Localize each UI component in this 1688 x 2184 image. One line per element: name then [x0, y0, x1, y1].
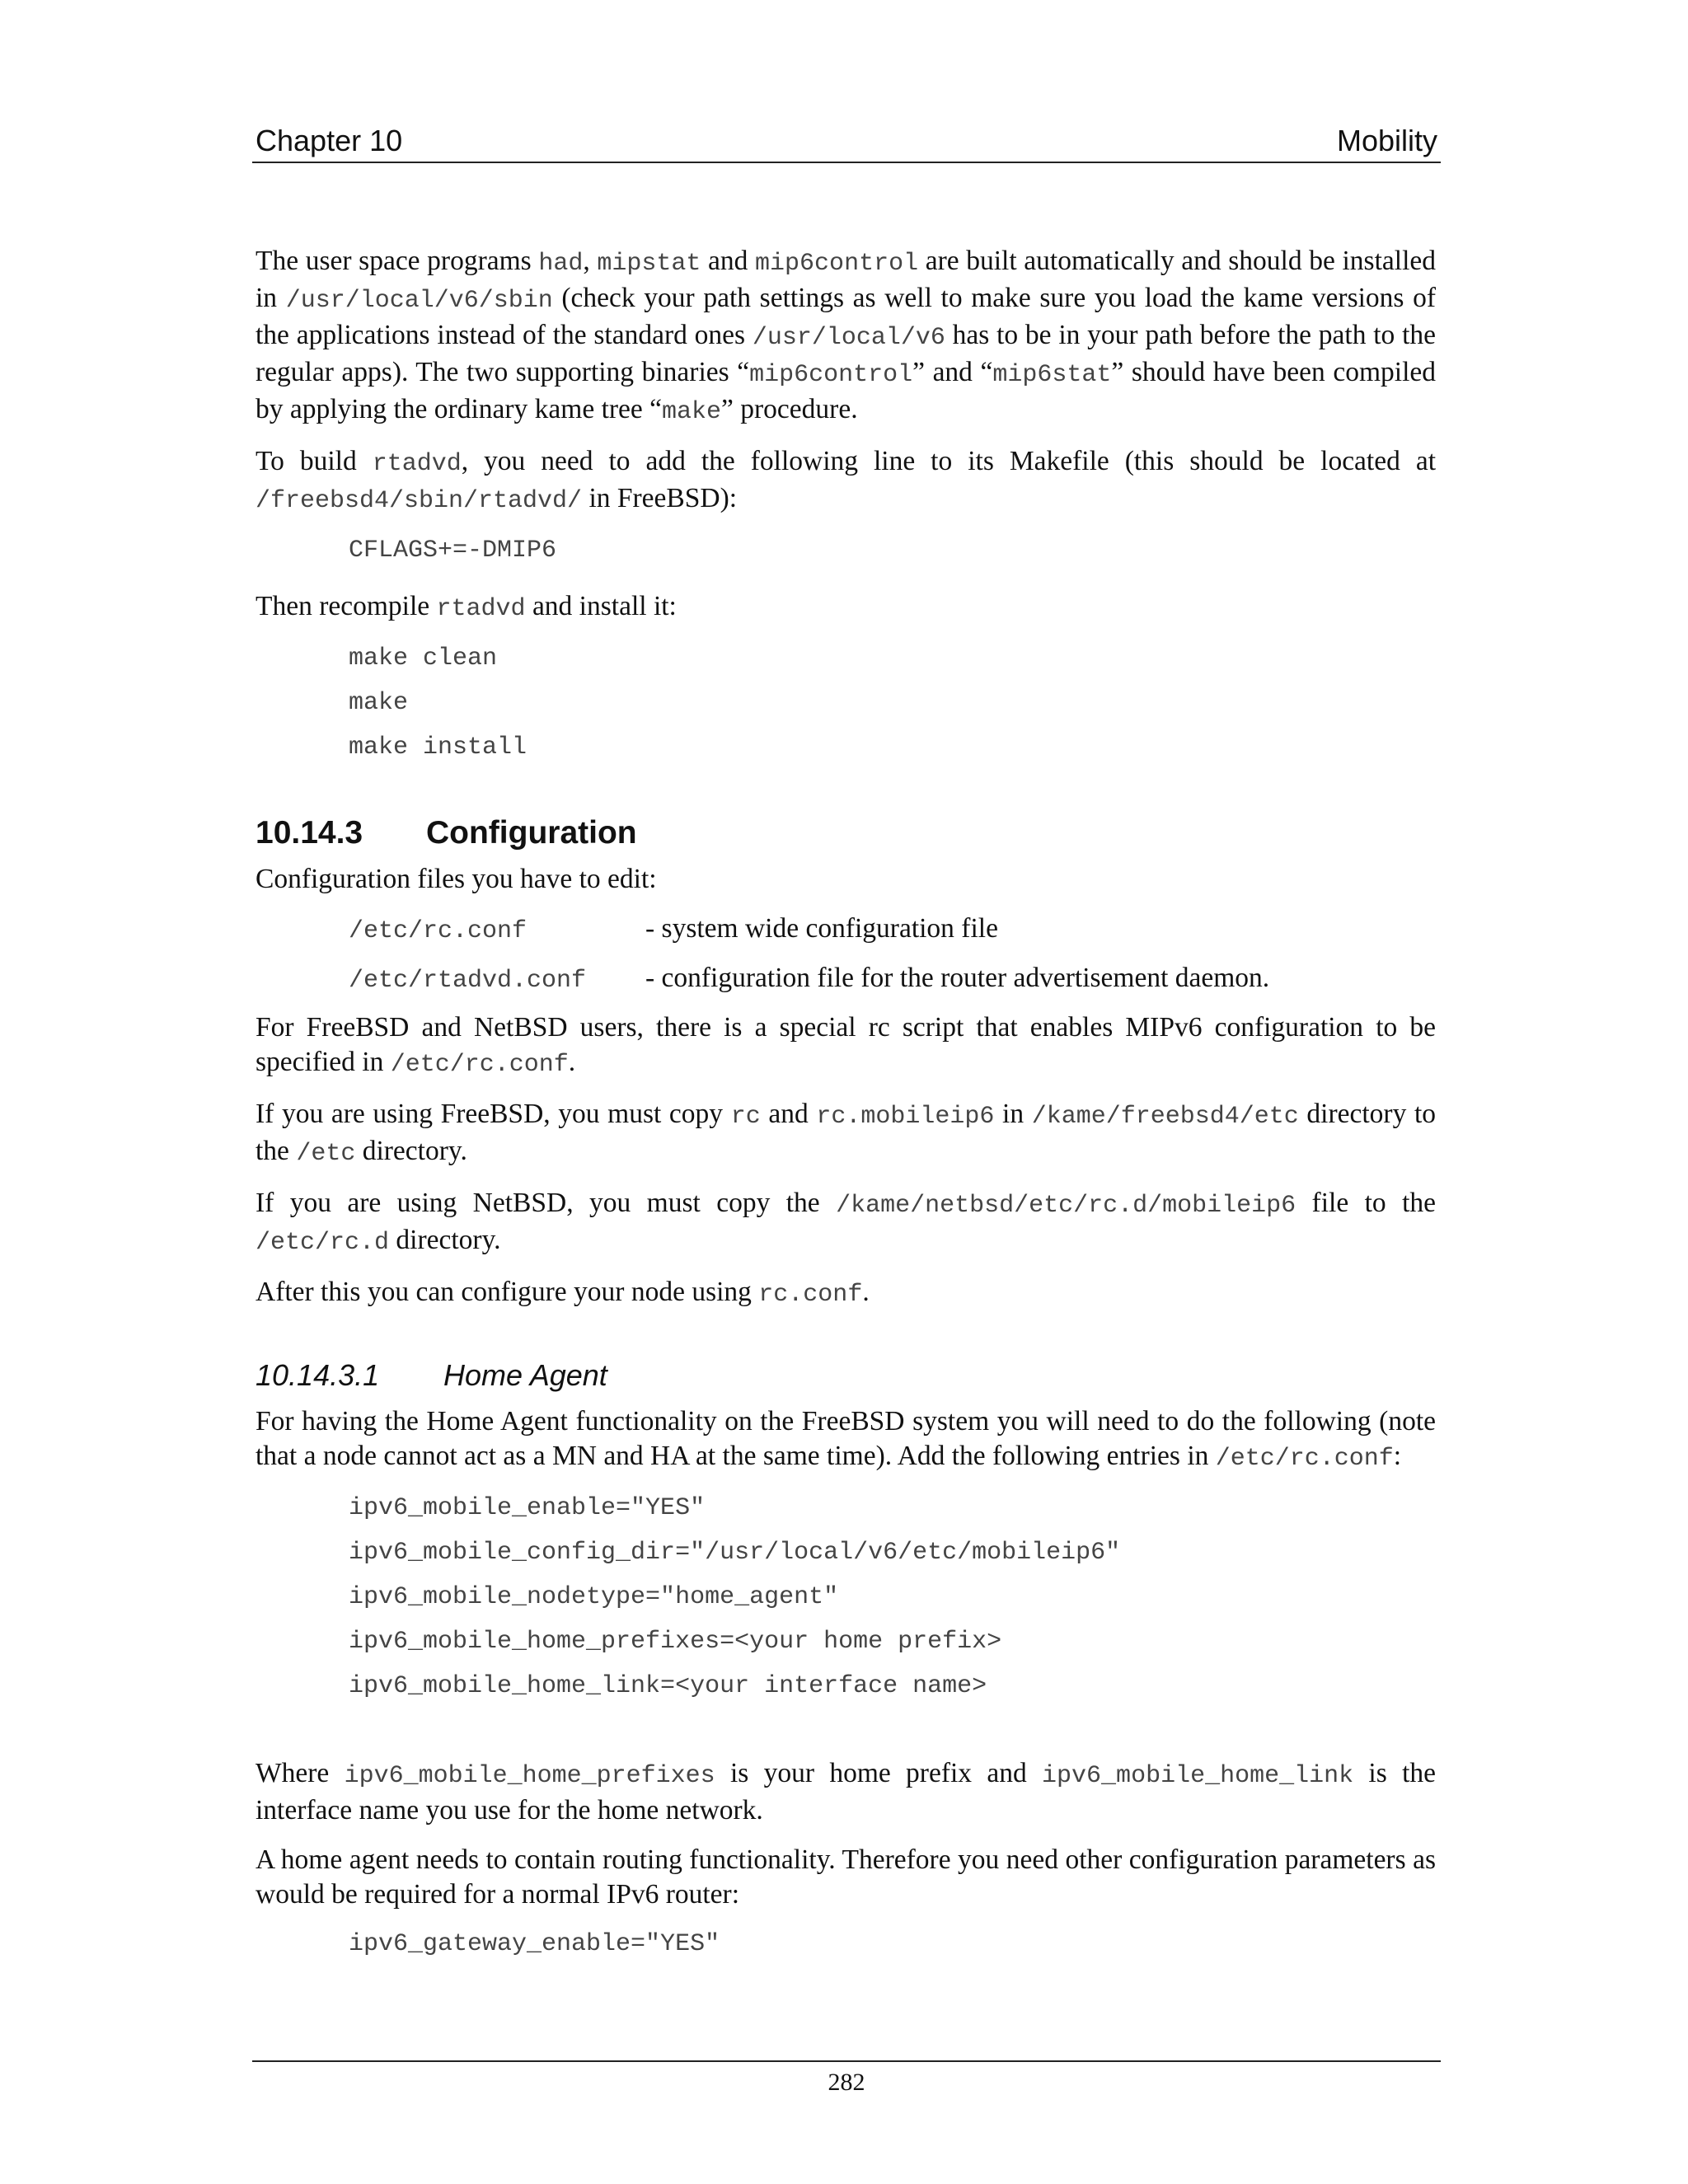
paragraph-freebsd-copy	[256, 1097, 1436, 1171]
inline-code: rtadvd	[436, 595, 526, 623]
inline-code: /kame/freebsd4/etc	[1031, 1103, 1299, 1131]
text: If you are using NetBSD, you must copy the	[256, 1188, 837, 1218]
file-description: - system wide configuration file	[645, 913, 998, 944]
spacer	[256, 1713, 1436, 1756]
inline-code: rc.conf	[758, 1281, 863, 1309]
paragraph-config-files: Configuration files you have to edit:	[256, 864, 657, 894]
code-line: make	[349, 689, 409, 717]
inline-code: rc	[730, 1103, 761, 1131]
paragraph-where	[256, 1756, 1436, 1828]
inline-code: make	[662, 398, 722, 426]
paragraph-user-space-programs	[256, 244, 1436, 429]
text: has to be in your path before the path to the regular apps). The two supporting binaries “	[256, 320, 1437, 387]
section-heading	[256, 813, 1436, 854]
text: file to the	[1296, 1188, 1436, 1218]
inline-code: /usr/local/v6/sbin	[285, 287, 553, 315]
page-header	[252, 124, 1441, 163]
inline-code: mipstat	[597, 250, 701, 278]
text: For FreeBSD and NetBSD users, there is a special rc script that enables MIPv6 configuration to be specified in	[256, 1012, 1436, 1077]
text: , you need to add the following line to its Makefile (this should be located at	[461, 446, 1436, 476]
text: .	[862, 1277, 870, 1307]
inline-code: rtadvd	[372, 450, 462, 478]
paragraph-netbsd-copy	[256, 1186, 1436, 1260]
code-block-make	[256, 641, 1436, 775]
text: .	[568, 1047, 576, 1077]
inline-code: had	[538, 250, 584, 278]
inline-code: ipv6_mobile_home_link	[1042, 1762, 1354, 1790]
config-file-list	[256, 912, 1436, 1010]
chapter-title: Mobility	[1336, 124, 1437, 157]
text: in	[994, 1099, 1032, 1129]
code-line: ipv6_mobile_nodetype="home_agent"	[349, 1583, 839, 1611]
text: The user space programs	[256, 246, 539, 276]
text: is your home prefix and	[715, 1758, 1043, 1788]
subsection-number: 10.14.3.1	[256, 1358, 380, 1392]
text: ” should have been compiled by applying the ordinary kame tree “	[256, 357, 1436, 424]
text: directory.	[389, 1225, 501, 1255]
text: in FreeBSD):	[582, 483, 738, 513]
paragraph-configure-node	[256, 1275, 1436, 1312]
text: :	[1393, 1441, 1402, 1471]
inline-code: mip6stat	[992, 361, 1112, 389]
section-title: Configuration	[426, 815, 637, 851]
inline-code: rc.mobileip6	[816, 1103, 995, 1131]
subsection-heading	[256, 1357, 1436, 1394]
code-line-cflags: CFLAGS+=-DMIP6	[349, 537, 557, 565]
inline-code: /etc	[296, 1140, 356, 1168]
page-footer	[252, 2060, 1441, 2097]
text: and install it:	[525, 591, 677, 621]
paragraph-build-rtadvd	[256, 444, 1436, 518]
text: (check your path settings as well to make sure you load the kame versions of the applications instead of the standard ones	[256, 283, 1436, 350]
inline-code: /etc/rc.conf	[1215, 1445, 1394, 1473]
text: directory.	[355, 1136, 467, 1166]
inline-code: mip6control	[749, 361, 913, 389]
inline-code: /kame/netbsd/etc/rc.d/mobileip6	[836, 1192, 1296, 1220]
text: Where	[256, 1758, 345, 1788]
text: directory to the	[256, 1099, 1437, 1166]
code-line: ipv6_mobile_config_dir="/usr/local/v6/etc/mobileip6"	[349, 1539, 1121, 1567]
config-file-row	[349, 912, 1436, 961]
code-block-rc-conf	[256, 1491, 1436, 1713]
code-line: ipv6_mobile_home_link=<your interface name>	[349, 1672, 987, 1700]
file-description: - configuration file for the router advertisement daemon.	[645, 963, 1270, 993]
code-line: ipv6_mobile_enable="YES"	[349, 1494, 706, 1522]
page-number: 282	[828, 2069, 865, 2096]
chapter-label: Chapter 10	[256, 124, 403, 157]
text: is the interface name you use for the home network.	[256, 1758, 1436, 1825]
text: After this you can configure your node using	[256, 1277, 759, 1307]
paragraph-home-agent	[256, 1404, 1436, 1476]
text: If you are using FreeBSD, you must copy	[256, 1099, 731, 1129]
text: and	[701, 246, 756, 276]
code-line: make clean	[349, 644, 498, 673]
section-number: 10.14.3	[256, 815, 363, 851]
text: ,	[583, 246, 598, 276]
text: ” procedure.	[721, 394, 858, 424]
text: Then recompile	[256, 591, 437, 621]
paragraph-routing: A home agent needs to contain routing functionality. Therefore you need other configuration parameters as would be required for a normal IPv6 router:	[256, 1844, 1436, 1910]
config-file-row	[349, 961, 1436, 1010]
subsection-title: Home Agent	[443, 1358, 607, 1392]
code-line-gateway: ipv6_gateway_enable="YES"	[349, 1930, 720, 1958]
text: To build	[256, 446, 373, 476]
page-content	[256, 244, 1436, 1971]
code-line: ipv6_mobile_home_prefixes=<your home prefix>	[349, 1628, 1002, 1656]
file-name: /etc/rc.conf	[349, 917, 528, 945]
inline-code: /freebsd4/sbin/rtadvd/	[256, 487, 583, 515]
code-line: make install	[349, 733, 528, 762]
paragraph-recompile	[256, 589, 1436, 626]
inline-code: /etc/rc.d	[256, 1229, 390, 1257]
inline-code: ipv6_mobile_home_prefixes	[344, 1762, 715, 1790]
inline-code: /usr/local/v6	[752, 324, 945, 352]
file-name: /etc/rtadvd.conf	[349, 967, 587, 995]
inline-code: /etc/rc.conf	[390, 1051, 569, 1079]
inline-code: mip6control	[755, 250, 919, 278]
text: For having the Home Agent functionality on the FreeBSD system you will need to do the following (note that a node cannot act as a MN and HA at the same time). Add the following entries in	[256, 1406, 1436, 1471]
text: and	[760, 1099, 817, 1129]
paragraph-rc-script	[256, 1010, 1436, 1082]
text: ” and “	[912, 357, 993, 387]
text: are built automatically and should be installed in	[256, 246, 1436, 313]
